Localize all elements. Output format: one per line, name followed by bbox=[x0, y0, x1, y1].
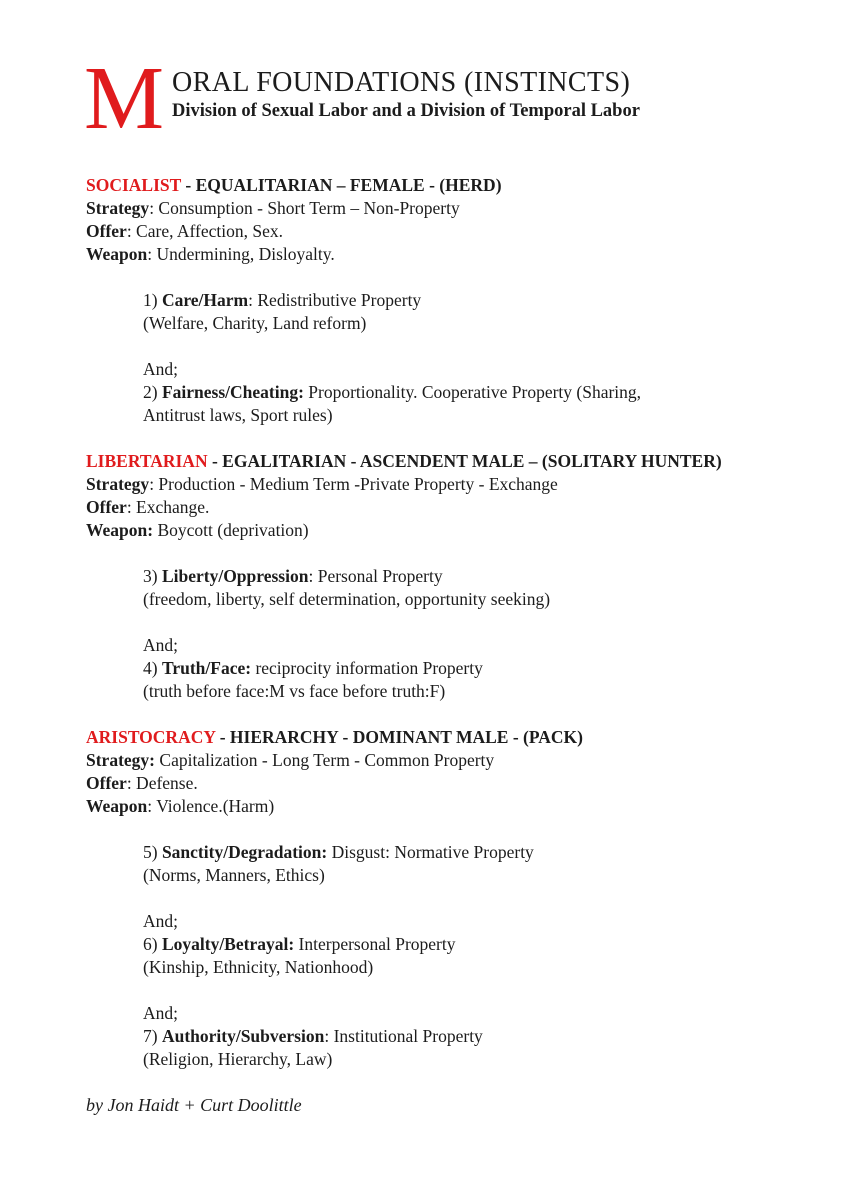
weapon-label: Weapon: bbox=[86, 520, 154, 540]
section-heading-rest: - HIERARCHY - DOMINANT MALE - (PACK) bbox=[215, 727, 583, 747]
item-line bbox=[143, 657, 803, 680]
item-name: Fairness/Cheating: bbox=[161, 382, 304, 402]
weapon-value: : Violence.(Harm) bbox=[147, 796, 275, 816]
dropcap-letter: M bbox=[84, 49, 165, 148]
section-items bbox=[143, 841, 803, 1071]
item-name: Care/Harm bbox=[161, 290, 249, 310]
spacer bbox=[143, 979, 803, 1002]
item-text: reciprocity information Property bbox=[251, 658, 483, 678]
section-heading-rest: - EGALITARIAN - ASCENDENT MALE – (SOLITARY HUNTER) bbox=[207, 451, 722, 471]
offer-value: : Care, Affection, Sex. bbox=[126, 221, 283, 241]
item-line bbox=[143, 1025, 803, 1048]
offer-value: : Exchange. bbox=[126, 497, 210, 517]
item-line bbox=[143, 289, 803, 312]
weapon-value: : Undermining, Disloyalty. bbox=[147, 244, 335, 264]
section-name: SOCIALIST bbox=[86, 175, 182, 195]
offer-line bbox=[86, 220, 803, 243]
item-number: 3) bbox=[143, 566, 162, 586]
item-paren-line: (Norms, Manners, Ethics) bbox=[143, 865, 325, 885]
weapon-line bbox=[86, 519, 803, 542]
spacer bbox=[86, 266, 803, 289]
weapon-value: Boycott (deprivation) bbox=[153, 520, 309, 540]
item-text: : Personal Property bbox=[308, 566, 443, 586]
offer-value: : Defense. bbox=[126, 773, 198, 793]
section-name: ARISTOCRACY bbox=[86, 727, 216, 747]
weapon-line bbox=[86, 795, 803, 818]
and-line: And; bbox=[143, 635, 178, 655]
item-line bbox=[143, 565, 803, 588]
document-body bbox=[0, 174, 863, 1117]
item-paren-line: (Kinship, Ethnicity, Nationhood) bbox=[143, 957, 374, 977]
and-line: And; bbox=[143, 911, 178, 931]
item-number: 2) bbox=[143, 382, 162, 402]
strategy-line bbox=[86, 473, 803, 496]
item-number: 6) bbox=[143, 934, 162, 954]
strategy-value: : Production - Medium Term -Private Property - Exchange bbox=[149, 474, 558, 494]
item-number: 5) bbox=[143, 842, 162, 862]
item-line bbox=[143, 841, 803, 864]
strategy-value: Capitalization - Long Term - Common Property bbox=[155, 750, 495, 770]
offer-line bbox=[86, 496, 803, 519]
weapon-label: Weapon bbox=[86, 796, 148, 816]
section-heading bbox=[86, 174, 803, 197]
offer-label: Offer bbox=[86, 497, 127, 517]
strategy-value: : Consumption - Short Term – Non-Property bbox=[149, 198, 460, 218]
item-name: Authority/Subversion bbox=[161, 1026, 325, 1046]
item-paren-line: Antitrust laws, Sport rules) bbox=[143, 405, 333, 425]
offer-label: Offer bbox=[86, 773, 127, 793]
item-text: Proportionality. Cooperative Property (Sharing, bbox=[303, 382, 642, 402]
strategy-label: Strategy bbox=[86, 474, 150, 494]
item-name: Truth/Face: bbox=[161, 658, 252, 678]
offer-label: Offer bbox=[86, 221, 127, 241]
item-number: 4) bbox=[143, 658, 162, 678]
section-name: LIBERTARIAN bbox=[86, 451, 208, 471]
spacer bbox=[86, 542, 803, 565]
item-text: : Institutional Property bbox=[324, 1026, 483, 1046]
strategy-line bbox=[86, 749, 803, 772]
section-items bbox=[143, 565, 803, 703]
page-subtitle: Division of Sexual Labor and a Division of Temporal Labor bbox=[172, 101, 640, 121]
item-line bbox=[143, 381, 803, 404]
item-text: Disgust: Normative Property bbox=[327, 842, 534, 862]
byline: by Jon Haidt + Curt Doolittle bbox=[86, 1095, 302, 1115]
item-text: : Redistributive Property bbox=[248, 290, 422, 310]
item-name: Liberty/Oppression bbox=[161, 566, 309, 586]
item-line bbox=[143, 933, 803, 956]
strategy-label: Strategy: bbox=[86, 750, 156, 770]
section-items bbox=[143, 289, 803, 427]
page-title: ORAL FOUNDATIONS (INSTINCTS) bbox=[172, 67, 631, 98]
item-name: Loyalty/Betrayal: bbox=[161, 934, 295, 954]
item-number: 7) bbox=[143, 1026, 162, 1046]
section-heading-rest: - EQUALITARIAN – FEMALE - (HERD) bbox=[181, 175, 502, 195]
section-heading bbox=[86, 726, 803, 749]
spacer bbox=[143, 335, 803, 358]
and-line: And; bbox=[143, 359, 178, 379]
section-aristocracy bbox=[86, 726, 803, 1071]
item-paren-line: (truth before face:M vs face before truth:F) bbox=[143, 681, 446, 701]
weapon-line bbox=[86, 243, 803, 266]
item-text: Interpersonal Property bbox=[294, 934, 456, 954]
section-libertarian bbox=[86, 450, 803, 703]
weapon-label: Weapon bbox=[86, 244, 148, 264]
masthead bbox=[0, 0, 863, 148]
section-heading bbox=[86, 450, 803, 473]
spacer bbox=[143, 611, 803, 634]
and-line: And; bbox=[143, 1003, 178, 1023]
item-paren-line: (Welfare, Charity, Land reform) bbox=[143, 313, 367, 333]
item-number: 1) bbox=[143, 290, 162, 310]
item-name: Sanctity/Degradation: bbox=[161, 842, 328, 862]
strategy-label: Strategy bbox=[86, 198, 150, 218]
strategy-line bbox=[86, 197, 803, 220]
item-paren-line: (freedom, liberty, self determination, opportunity seeking) bbox=[143, 589, 551, 609]
masthead-text bbox=[172, 64, 640, 124]
section-socialist bbox=[86, 174, 803, 427]
spacer bbox=[86, 818, 803, 841]
spacer bbox=[143, 887, 803, 910]
item-paren-line: (Religion, Hierarchy, Law) bbox=[143, 1049, 333, 1069]
offer-line bbox=[86, 772, 803, 795]
